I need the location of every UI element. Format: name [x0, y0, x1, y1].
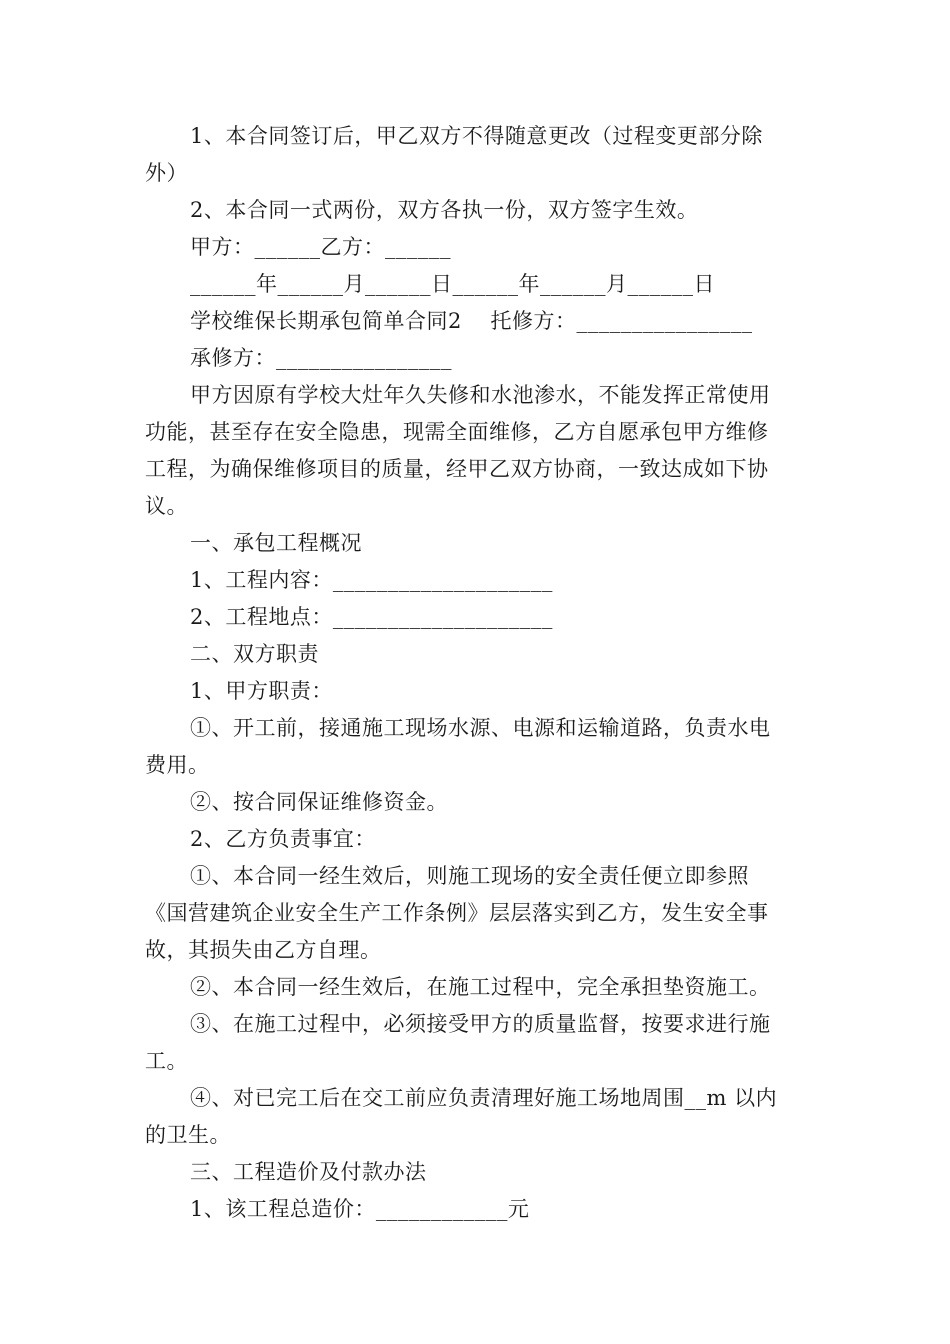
text-line: 《国营建筑企业安全生产工作条例》层层落实到乙方，发生安全事 [145, 901, 769, 925]
text-line: 的卫生。 [145, 1123, 231, 1147]
text-line: ③、在施工过程中，必须接受甲方的质量监督，按要求进行施 [190, 1012, 771, 1036]
contract-title-line: 学校维保长期承包简单合同2 托修方：________________ [190, 309, 753, 333]
text-line: 1、该工程总造价：____________元 [190, 1197, 530, 1221]
contractor-line: 承修方：________________ [190, 346, 452, 370]
text-line: 甲方因原有学校大灶年久失修和水池渗水，不能发挥正常使用 [190, 383, 771, 407]
text-line: ④、对已完工后在交工前应负责清理好施工场地周围__m 以内 [190, 1086, 778, 1110]
text-line: 工程，为确保维修项目的质量，经甲乙双方协商，一致达成如下协 [145, 457, 769, 481]
text-line: 故，其损失由乙方自理。 [145, 938, 382, 962]
text-line: 功能，甚至存在安全隐患，现需全面维修，乙方自愿承包甲方维修 [145, 420, 769, 444]
section-heading: 三、工程造价及付款办法 [190, 1160, 427, 1184]
text-line: 1、甲方职责： [190, 679, 333, 703]
section-heading: 一、承包工程概况 [190, 531, 362, 555]
text-line: ②、按合同保证维修资金。 [190, 790, 448, 814]
text-line: 议。 [145, 494, 188, 518]
text-line: 2、本合同一式两份，双方各执一份，双方签字生效。 [190, 198, 699, 222]
text-line: 工。 [145, 1049, 188, 1073]
text-line: 1、本合同签订后，甲乙双方不得随意更改（过程变更部分除 [190, 124, 763, 148]
text-line: 1、工程内容：____________________ [190, 568, 553, 592]
text-line: 2、乙方负责事宜： [190, 827, 376, 851]
text-line: 外） [145, 161, 188, 185]
text-line: 2、工程地点：____________________ [190, 605, 553, 629]
date-line: ______年______月______日______年______月______日 [190, 272, 715, 296]
text-line: ②、本合同一经生效后，在施工过程中，完全承担垫资施工。 [190, 975, 771, 999]
text-line: ①、开工前，接通施工现场水源、电源和运输道路，负责水电 [190, 716, 771, 740]
signature-line: 甲方：______乙方：______ [190, 235, 451, 259]
text-line: 费用。 [145, 753, 210, 777]
section-heading: 二、双方职责 [190, 642, 319, 666]
text-line: ①、本合同一经生效后，则施工现场的安全责任便立即参照 [190, 864, 749, 888]
